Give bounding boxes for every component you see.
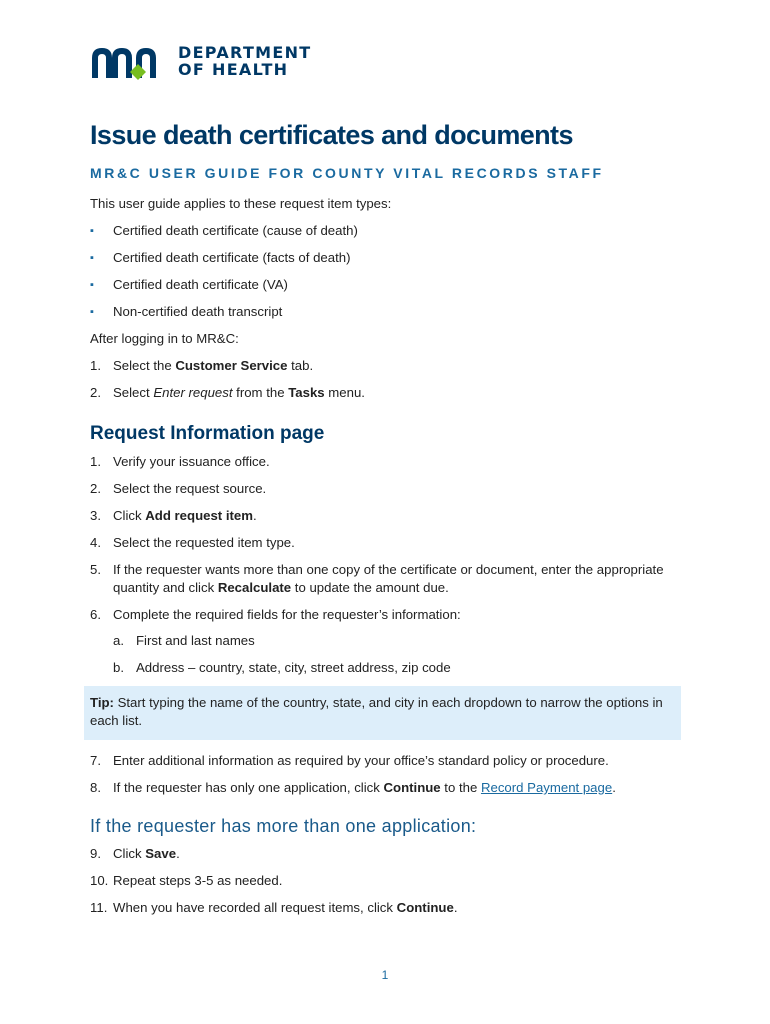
step-item <box>90 534 690 552</box>
step-text-mid: from the <box>232 385 289 400</box>
step-number: 2. <box>90 481 101 496</box>
tip-text: Start typing the name of the country, state, and city in each dropdown to narrow the options in each list. <box>90 695 663 728</box>
step-number: 1. <box>90 358 101 373</box>
sub-step-item <box>113 659 690 677</box>
tip-callout <box>84 686 681 740</box>
bullet-icon: ▪ <box>90 225 94 237</box>
step-text-italic: Enter request <box>153 385 233 400</box>
logo-line-2: OF HEALTH <box>178 60 289 79</box>
step-item <box>90 779 690 797</box>
after-login-text: After logging in to MR&C: <box>90 331 239 346</box>
mn-logo-icon <box>90 44 170 80</box>
multi-steps <box>90 845 690 917</box>
sub-step-letter: b. <box>113 660 124 675</box>
intro-text: This user guide applies to these request item types: <box>90 196 392 211</box>
step-item <box>90 357 690 375</box>
list-item <box>90 249 690 267</box>
step-number: 7. <box>90 753 101 768</box>
page-subtitle: MR&C USER GUIDE FOR COUNTY VITAL RECORDS STAFF <box>90 165 604 181</box>
step-text-mid: to the <box>440 780 481 795</box>
item-type-text: Certified death certificate (cause of death) <box>113 223 358 238</box>
step-item <box>90 384 690 402</box>
step-text-bold: Customer Service <box>175 358 288 373</box>
request-steps-continued <box>90 752 690 797</box>
step-text: Verify your issuance office. <box>113 454 270 469</box>
step-text-post: tab. <box>287 358 314 373</box>
step-text: Enter additional information as required by your office’s standard policy or procedure. <box>113 753 609 768</box>
step-text-bold: Add request item <box>145 508 253 523</box>
step-item <box>90 453 690 471</box>
step-text-pre: If the requester has only one application, click <box>113 780 384 795</box>
bullet-icon: ▪ <box>90 306 94 318</box>
step-text-post: . <box>252 508 257 523</box>
step-text: Select the requested item type. <box>113 535 295 550</box>
step-text: Repeat steps 3-5 as needed. <box>113 873 283 888</box>
bullet-icon: ▪ <box>90 279 94 291</box>
step-item <box>90 752 690 770</box>
step-item <box>90 606 690 677</box>
step-item <box>90 561 690 597</box>
step-number: 2. <box>90 385 101 400</box>
step-text: Complete the required fields for the requester’s information: <box>113 607 461 622</box>
sub-step-letter: a. <box>113 633 124 648</box>
step-item <box>90 845 690 863</box>
step-item <box>90 480 690 498</box>
login-steps <box>90 357 690 402</box>
step-text-post: menu. <box>324 385 365 400</box>
document-body <box>90 195 690 926</box>
step-text-post: . <box>453 900 458 915</box>
item-type-text: Certified death certificate (VA) <box>113 277 288 292</box>
logo-text <box>178 44 312 78</box>
step-number: 5. <box>90 562 101 577</box>
list-item <box>90 222 690 240</box>
step-text-pre: Click <box>113 846 146 861</box>
request-steps <box>90 453 690 677</box>
item-type-text: Non-certified death transcript <box>113 304 283 319</box>
step-text-pre: Click <box>113 508 146 523</box>
step-number: 10. <box>90 873 109 888</box>
list-item <box>90 303 690 321</box>
step-item <box>90 507 690 525</box>
step-number: 1. <box>90 454 101 469</box>
logo-line-1: DEPARTMENT <box>178 43 312 62</box>
section-heading-request: Request Information page <box>90 423 325 444</box>
list-item <box>90 276 690 294</box>
page-number: 1 <box>381 968 389 982</box>
tip-label: Tip: <box>90 695 114 710</box>
sub-step-item <box>113 632 690 650</box>
record-payment-link[interactable]: Record Payment page <box>480 780 613 795</box>
sub-step-text: Address – country, state, city, street address, zip code <box>136 660 451 675</box>
step-text-pre: Select the <box>113 358 176 373</box>
sub-step-text: First and last names <box>136 633 255 648</box>
step-text-post: . <box>612 780 616 795</box>
step-number: 11. <box>90 900 108 915</box>
page-title: Issue death certificates and documents <box>90 120 573 150</box>
step-text-post: to update the amount due. <box>291 580 449 595</box>
step-text-pre: When you have recorded all request items, click <box>113 900 397 915</box>
step-text-bold: Continue <box>396 900 454 915</box>
step-number: 6. <box>90 607 101 622</box>
step-text-pre: Select <box>113 385 154 400</box>
step-number: 9. <box>90 846 101 861</box>
sub-steps <box>113 632 690 677</box>
step-text-post: . <box>176 846 180 861</box>
step-text-pre: If the requester wants more than one copy of the certificate or document, enter the appropriate quantity and click <box>113 562 664 595</box>
step-text-bold: Tasks <box>288 385 325 400</box>
step-text-bold: Recalculate <box>217 580 292 595</box>
step-text-bold: Save <box>145 846 177 861</box>
step-number: 8. <box>90 780 101 795</box>
step-number: 3. <box>90 508 101 523</box>
section-heading-multiple: If the requester has more than one application: <box>90 816 477 836</box>
bullet-icon: ▪ <box>90 252 94 264</box>
step-text: Select the request source. <box>113 481 267 496</box>
item-type-text: Certified death certificate (facts of death) <box>113 250 351 265</box>
step-number: 4. <box>90 535 101 550</box>
step-item <box>90 872 690 890</box>
item-type-list <box>90 222 690 321</box>
step-item <box>90 899 690 917</box>
step-text-bold: Continue <box>383 780 441 795</box>
